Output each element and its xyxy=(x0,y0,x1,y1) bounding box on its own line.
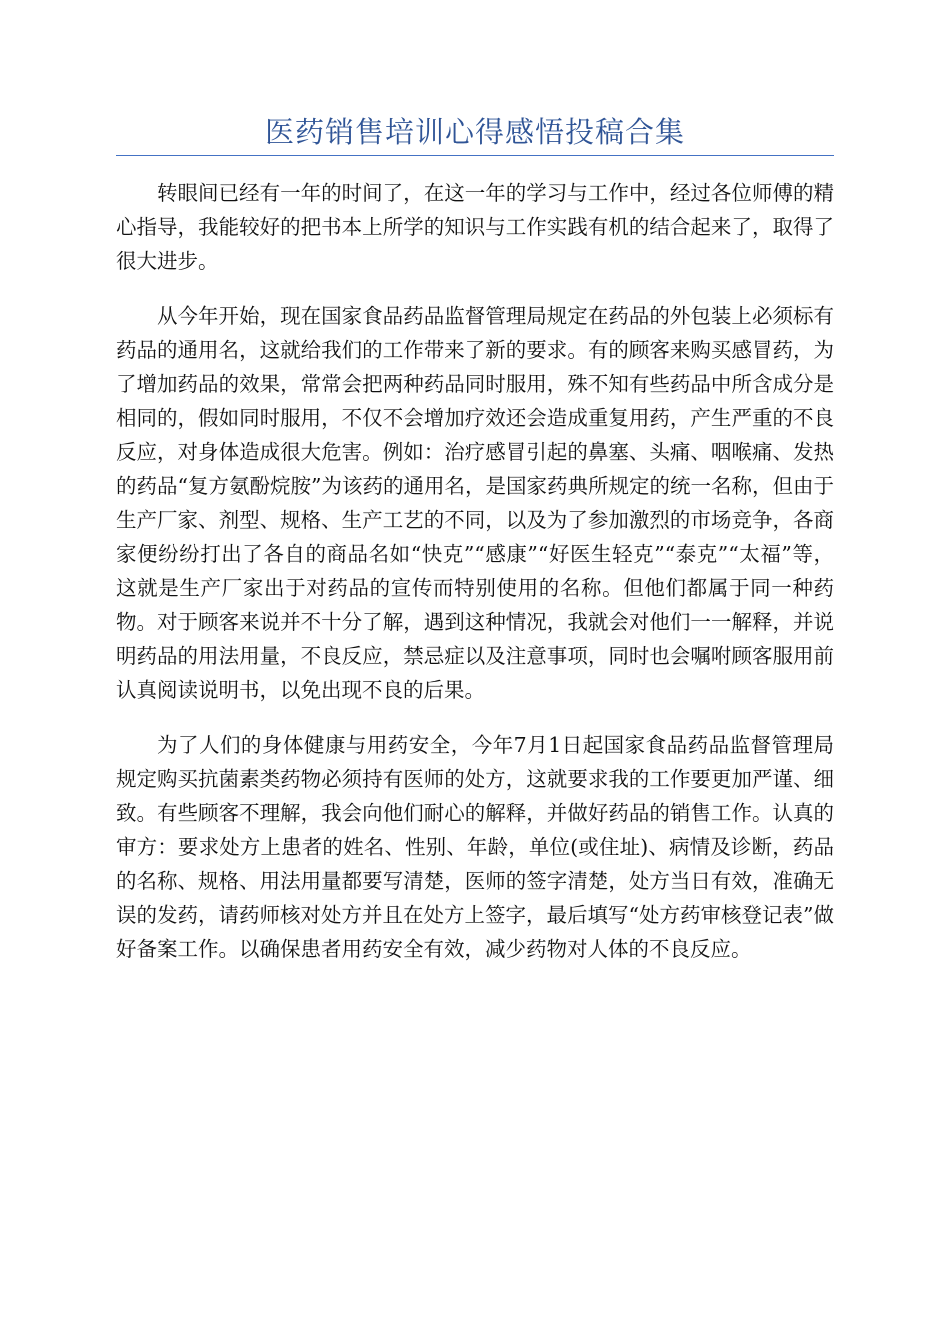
paragraph-1: 转眼间已经有一年的时间了，在这一年的学习与工作中，经过各位师傅的精心指导，我能较好的把书本上所学的知识与工作实践有机的结合起来了，取得了很大进步。 xyxy=(116,181,834,273)
paragraph-2: 从今年开始，现在国家食品药品监督管理局规定在药品的外包装上必须标有药品的通用名，这就给我们的工作带来了新的要求。有的顾客来购买感冒药，为了增加药品的效果，常常会把两种药品同时服用，殊不知有些药品中所含成分是相同的，假如同时服用，不仅不会增加疗效还会造成重复用药，产生严重的不良反应，对身体造成很大危害。例如：治疗感冒引起的鼻塞、头痛、咽喉痛、发热的药品“复方氨酚烷胺”为该药的通用名，是国家药典所规定的统一名称，但由于生产厂家、剂型、规格、生产工艺的不同，以及为了参加激烈的市场竞争，各商家便纷纷打出了各自的商品名如“快克”“感康”“好医生轻克”“泰克”“太福”等，这就是生产厂家出于对药品的宣传而特别使用的名称。但他们都属于同一种药物。对于顾客来说并不十分了解，遇到这种情况，我就会对他们一一解释，并说明药品的用法用量，不良反应，禁忌症以及注意事项，同时也会嘱咐顾客服用前认真阅读说明书，以免出现不良的后果。 xyxy=(116,304,834,702)
document-title: 医药销售培训心得感悟投稿合集 xyxy=(264,115,685,149)
document-body xyxy=(116,176,834,987)
paragraph-3: 为了人们的身体健康与用药安全，今年7月1日起国家食品药品监督管理局规定购买抗菌素类药物必须持有医师的处方，这就要求我的工作要更加严谨、细致。有些顾客不理解，我会向他们耐心的解释，并做好药品的销售工作。认真的审方：要求处方上患者的姓名、性别、年龄，单位(或住址)、病情及诊断，药品的名称、规格、用法用量都要写清楚，医师的签字清楚，处方当日有效，准确无误的发药，请药师核对处方并且在处方上签字，最后填写“处方药审核登记表”做好备案工作。以确保患者用药安全有效，减少药物对人体的不良反应。 xyxy=(116,733,834,961)
title-underline xyxy=(116,155,834,156)
